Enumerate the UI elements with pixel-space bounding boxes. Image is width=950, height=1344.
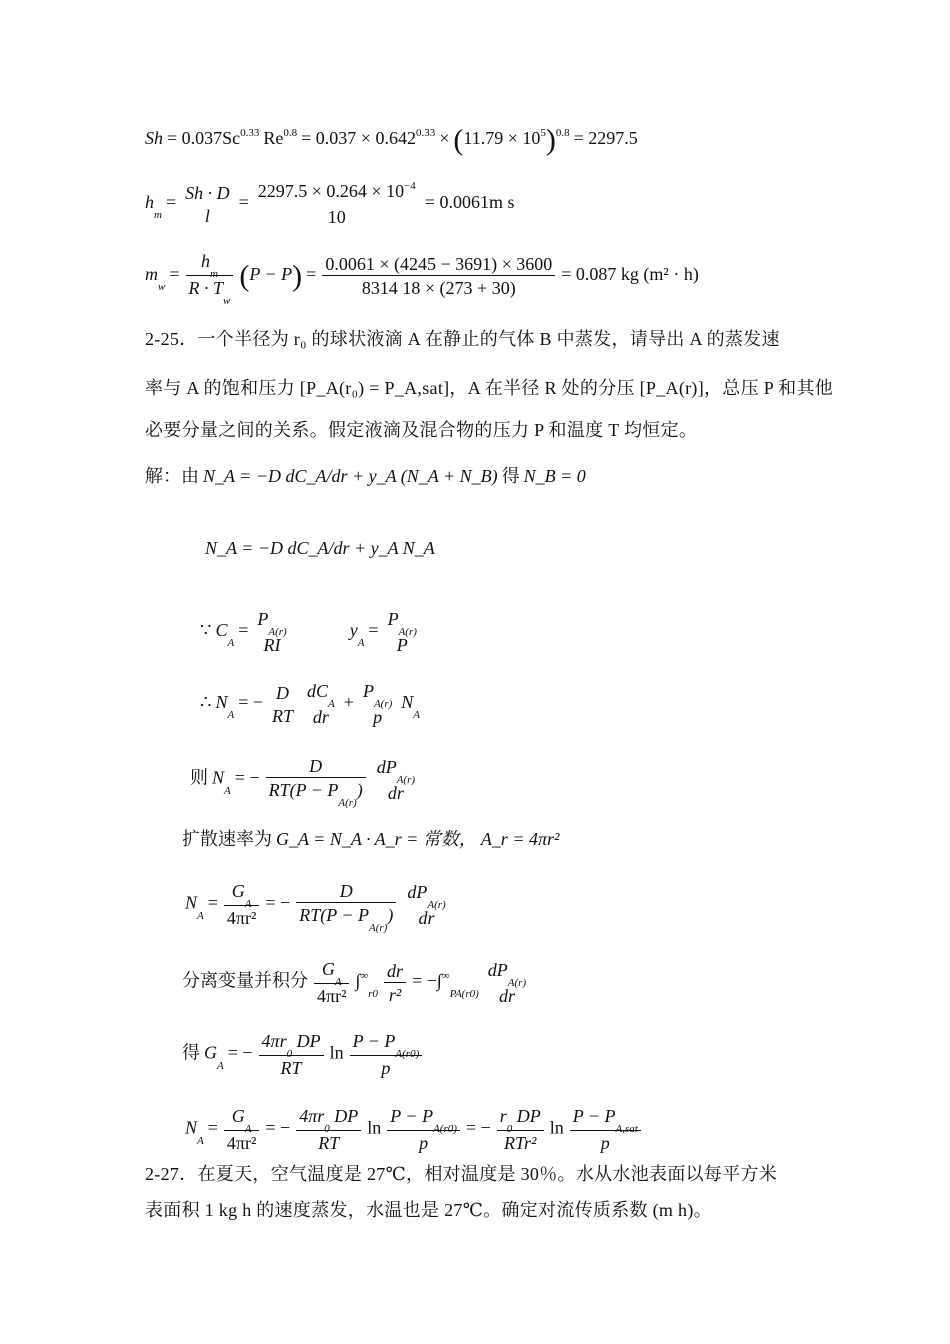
sherwood-equation: $Sh = 0.037Sc^{0.33}$ $Re^{0.8} = 0.037 \times 0.642^{0.33} \times (11.79 \times 10^5)^{0.8} = 2297.5$ [145,123,638,157]
mw-equation: $m_w$ = $\frac{h_m}{R \cdot T_w}$ (P − P) = $\frac{0.0061 \times (4245 - 3691) \times 3600}{8314 18 \times (273 + 30)}$ = 0.087 kg (m² · h) [145,251,699,307]
mw-frac1-num-sub: m [209,268,218,280]
mw-result: = 0.087 kg (m² · h) [561,264,699,285]
mw-symbol: m [145,264,158,285]
final-na-line: $N_A$ = $\frac{G_A}{\text{4πr²}}$ = − $\frac{4\pi r_0 DP}{RT}$ ln $\frac{P - P_{A(r0)}}{p}$ = − $\frac{r_0 DP}{\text{RTr²}}$ ln $\frac{P - P_{A,sat}}{p}$ [185,1105,643,1155]
problem-225-line-1: 2-25．一个半径为 r₀ 的球状液滴 A 在静止的气体 B 中蒸发，请导出 A 的蒸发速 [145,329,780,349]
hm-subscript: m [154,209,162,222]
solution-line-1 [145,462,586,488]
sh-rhs: = 0.037Sc [167,128,241,148]
sh-result: = 2297.5 [573,128,638,148]
separation-text: 分离变量并积分 [182,970,308,991]
mw-frac2-num: 0.0061 × (4245 − 3691) × 3600 [322,253,555,276]
sh-middle: = 0.037 × 0.642 [301,128,416,148]
paren-value: 11.79 × 10 [463,128,541,148]
hm-fraction-2 [255,180,419,229]
problem-227-line-2: 表面积 1 kg h 的速度蒸发，水温也是 27℃。确定对流传质系数 (m h)。 [145,1200,712,1220]
solution-line-2 [205,538,435,559]
hm-result: = 0.0061m s [424,192,515,213]
sc-exponent: 0.33 [240,127,260,139]
mw-frac1-den: R · T [188,278,224,298]
mw-frac2-den: 8314 18 × (273 + 30) [361,278,516,298]
hm-frac1-den: l [204,205,210,226]
hm-frac2-num: 2297.5 × 0.264 × 10 [257,181,405,201]
mw-frac1-num: h [200,251,210,271]
mw-paren: P − P [249,264,293,285]
times-sign: × [439,128,450,148]
problem-225-line-2: 率与 A 的饱和压力 [P_A(r₀) = P_A,sat]，A 在半径 R 处的分压 [P_A(r)]，总压 P 和其他 [145,378,834,398]
hm-equation: $h_m$ = Sh · D l = $2297.5 \times 0.264 \times 10^{-4}$ 10 = 0.0061m s [145,180,515,227]
re-exponent: 0.8 [283,127,298,139]
paren-exponent: 5 [540,127,546,139]
hm-symbol: h [145,192,154,213]
rate-eq: G_A = N_A · A_r = 常数， [276,829,477,849]
sh-symbol: Sh [145,128,163,148]
solution-prefix: 解：由 [145,466,199,486]
solution-eq1: N_A = −D dC_A/dr + y_A (N_A + N_B) [203,466,498,486]
mw-fraction-2 [322,253,555,300]
hm-frac2-den: 10 [327,207,346,227]
separation-line: 分离变量并积分 $\frac{G_A}{\text{4πr²}}$ $\int^\infty_{r0}$ $\frac{dr}{\text{r²}}$ = $-\int^\infty_{PA(r0)}$ $dP_{A(r)}$ dr [182,959,527,1006]
therefore-symbol: ∴ [200,692,212,713]
na-ga-line: $N_A$ = $\frac{G_A}{\text{4πr²}}$ = − $\frac{D}{RT(P - P_{A(r)})}$ $dP_{A(r)}$ dr [185,881,446,934]
because-line: ∵ $C_A$ = $P_{A(r)}$ RI $y_A$ = $P_{A(r)}$ P [200,609,417,655]
mw-subscript: w [158,281,166,294]
rate-line [182,825,559,851]
rate-text: 扩散速率为 [182,829,272,849]
middle-exponent: 0.33 [415,127,436,139]
solution-nb: N_B = 0 [523,466,586,486]
ze-text: 则 [190,767,208,788]
mw-fraction-1 [186,250,234,307]
get-ga-line: 得 $G_A$ = − $\frac{4\pi r_0 DP}{RT}$ ln $\frac{P - P_{A(r0)}}{p}$ [182,1030,424,1080]
solution-de: 得 [501,466,520,486]
hm-frac1-num: Sh · D [185,182,230,203]
therefore-line: ∴ $N_A$ = − D RT $dC_A$ dr + $P_{A(r)}$ p $N_A$ [200,681,421,727]
problem-227-line-1: 2-27．在夏天，空气温度是 27℃，相对温度是 30％。水从水池表面以每平方米 [145,1164,778,1184]
hm-frac2-exp: −4 [404,180,416,192]
because-symbol: ∵ [200,620,212,641]
problem-225-line-3: 必要分量之间的关系。假定液滴及混合物的压力 P 和温度 T 均恒定。 [145,420,698,440]
outer-exponent: 0.8 [555,127,570,139]
re-symbol: Re [263,128,284,148]
hm-fraction-1 [182,182,233,228]
mw-frac1-den-sub: w [223,295,231,307]
ze-line: 则 $N_A$ = − $\frac{D}{RT(P - P_{A(r)})}$ $dP_{A(r)}$ dr [190,756,416,809]
ar-eq: A_r = 4πr² [480,829,560,849]
get-text: 得 [182,1042,200,1063]
solution-eq2: N_A = −D dC_A/dr + y_A N_A [205,538,435,558]
